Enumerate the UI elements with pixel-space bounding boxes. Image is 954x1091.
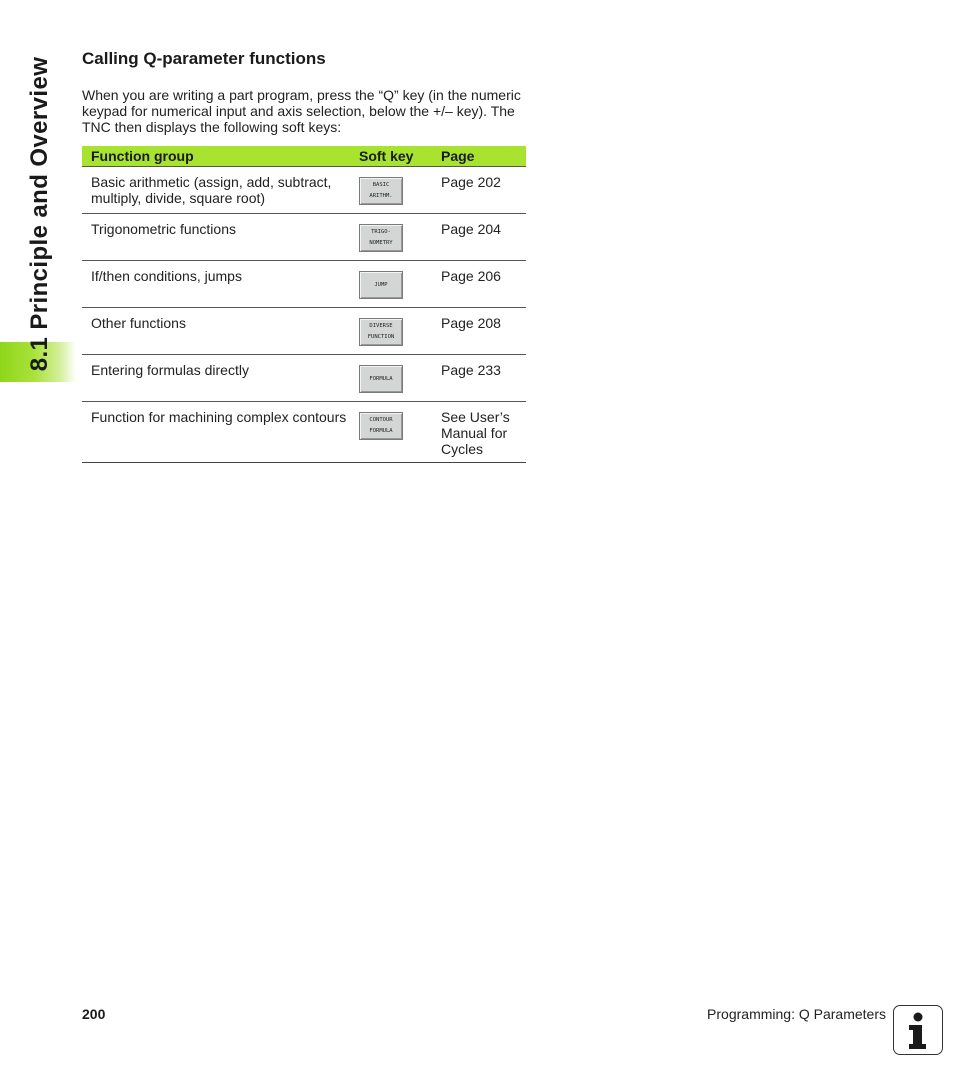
soft-key-cell: [359, 167, 441, 214]
function-group-cell: [82, 167, 359, 214]
function-group-text: Function for machining complex contours: [91, 409, 347, 425]
page-reference: Page 233: [441, 362, 501, 378]
softkey-line-1: FORMULA: [369, 375, 393, 382]
page-cell: [441, 261, 526, 308]
softkey-line-1: TRIGO-: [371, 229, 391, 235]
diverse-function-softkey[interactable]: [359, 318, 403, 346]
page-reference: Page 202: [441, 174, 501, 190]
function-group-text: Trigonometric functions: [91, 221, 236, 237]
softkey-line-2: ARITHM.: [369, 193, 393, 199]
function-group-text: Basic arithmetic (assign, add, subtract, multiply, divide, square root): [91, 174, 332, 206]
jump-softkey[interactable]: [359, 271, 403, 299]
chapter-name: Programming: Q Parameters: [707, 1006, 886, 1022]
table-header-row: [82, 146, 526, 167]
page-cell: [441, 214, 526, 261]
softkey-line-1: BASIC: [372, 182, 390, 188]
soft-key-cell: [359, 308, 441, 355]
function-group-text: If/then conditions, jumps: [91, 268, 242, 284]
soft-key-cell: [359, 355, 441, 402]
function-group-text: Entering formulas directly: [91, 362, 249, 378]
soft-key-cell: [359, 261, 441, 308]
softkey-line-1: CONTOUR: [369, 417, 393, 423]
header-soft-key: Soft key: [359, 146, 441, 167]
basic-arithmetic-softkey[interactable]: [359, 177, 403, 205]
softkey-line-1: JUMP: [374, 281, 388, 288]
soft-key-cell: [359, 402, 441, 463]
contour-formula-softkey[interactable]: [359, 412, 403, 440]
formula-softkey[interactable]: [359, 365, 403, 393]
table-row: [82, 261, 526, 308]
function-group-cell: [82, 402, 359, 463]
function-group-cell: [82, 308, 359, 355]
chapter-side-title: 8.1 Principle and Overview: [26, 56, 53, 372]
q-parameter-function-table: [82, 146, 526, 463]
function-group-text: Other functions: [91, 315, 186, 331]
trigonometry-softkey[interactable]: [359, 224, 403, 252]
function-group-cell: [82, 261, 359, 308]
info-icon: [893, 1005, 943, 1055]
table-row: [82, 355, 526, 402]
softkey-line-2: FUNCTION: [367, 334, 395, 340]
info-icon-graphic: [894, 1006, 941, 1053]
page-cell: [441, 167, 526, 214]
function-group-cell: [82, 355, 359, 402]
soft-key-cell: [359, 214, 441, 261]
page-reference: Page 204: [441, 221, 501, 237]
page-cell: [441, 402, 526, 463]
page-cell: [441, 308, 526, 355]
table-row: [82, 167, 526, 214]
section-title: Calling Q-parameter functions: [82, 49, 326, 68]
intro-paragraph: When you are writing a part program, press the “Q” key (in the numeric keypad for numerical input and axis selection, below the +/– key). The TNC then displays the following soft keys:: [82, 87, 521, 135]
page-reference: Page 206: [441, 268, 501, 284]
header-page: Page: [441, 146, 526, 167]
page-reference: Page 208: [441, 315, 501, 331]
header-function-group: Function group: [82, 146, 359, 167]
softkey-line-1: DIVERSE: [369, 323, 393, 329]
softkey-line-2: NOMETRY: [369, 240, 393, 246]
table-row: [82, 308, 526, 355]
page-cell: [441, 355, 526, 402]
softkey-line-2: FORMULA: [369, 428, 393, 434]
function-group-cell: [82, 214, 359, 261]
table-row: [82, 214, 526, 261]
table-row: [82, 402, 526, 463]
page-reference: See User’s Manual for Cycles: [441, 409, 510, 457]
page-number: 200: [82, 1006, 106, 1022]
